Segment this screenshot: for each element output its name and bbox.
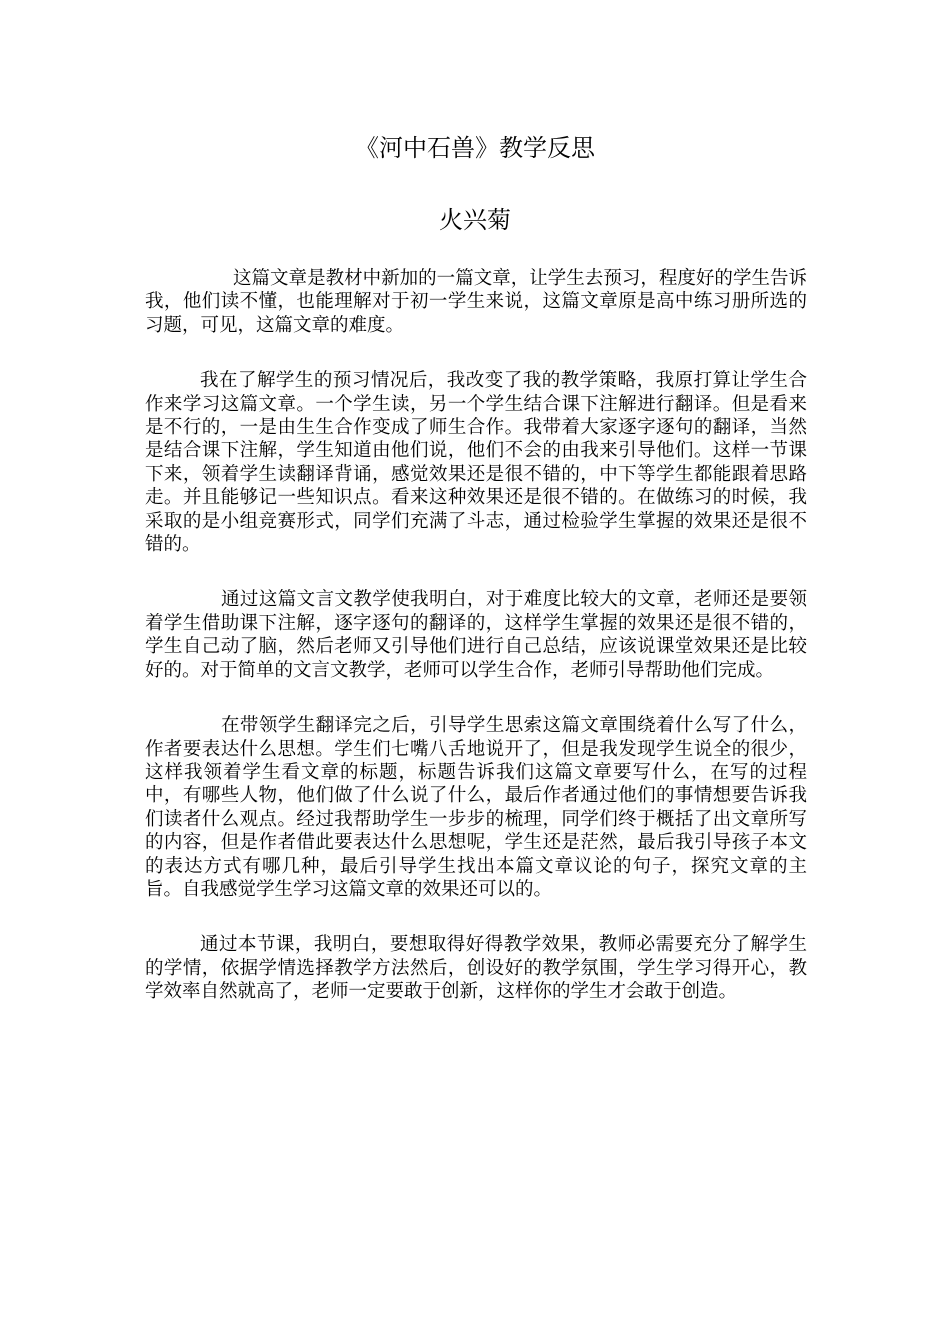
document-body — [145, 267, 807, 1036]
paragraph-4: 在带领学生翻译完之后，引导学生思索这篇文章围绕着什么写了什么，作者要表达什么思想。学生们七嘴八舌地说开了，但是我发现学生说全的很少，这样我领着学生看文章的标题，标题告诉我们这篇文章要写什么，在写的过程中，有哪些人物，他们做了什么说了什么，最后作者通过他们的事情想要告诉我们读者什么观点。经过我帮助学生一步步的梳理，同学们终于概括了出文章所写的内容，但是作者借此要表达什么思想呢，学生还是茫然，最后我引导孩子本文的表达方式有哪几种，最后引导学生找出本篇文章议论的句子，探究文章的主旨。自我感觉学生学习这篇文章的效果还可以的。 — [145, 715, 807, 900]
document-title: 《河中石兽》教学反思 — [355, 134, 595, 162]
paragraph-1: 这篇文章是教材中新加的一篇文章，让学生去预习，程度好的学生告诉我，他们读不懂，也能理解对于初一学生来说，这篇文章原是高中练习册所选的习题，可见，这篇文章的难度。 — [145, 268, 807, 336]
paragraph-3: 通过这篇文言文教学使我明白，对于难度比较大的文章，老师还是要领着学生借助课下注解，逐字逐句的翻译的，这样学生掌握的效果还是很不错的，学生自己动了脑，然后老师又引导他们进行自己总结，应该说课堂效果还是比较好的。对于简单的文言文教学，老师可以学生合作，老师引导帮助他们完成。 — [145, 589, 807, 681]
paragraph-5: 通过本节课，我明白，要想取得好得教学效果，教师必需要充分了解学生的学情，依据学情选择教学方法然后，创设好的教学氛围，学生学习得开心，教学效率自然就高了，老师一定要敢于创新，这样你的学生才会敢于创造。 — [145, 934, 807, 1003]
document-author: 火兴菊 — [439, 206, 511, 234]
paragraph-2: 我在了解学生的预习情况后，我改变了我的教学策略，我原打算让学生合作来学习这篇文章。一个学生读，另一个学生结合课下注解进行翻译。但是看来是不行的，一是由生生合作变成了师生合作。我带着大家逐字逐句的翻译，当然是结合课下注解，学生知道由他们说，他们不会的由我来引导他们。这样一节课下来，领着学生读翻译背诵，感觉效果还是很不错的，中下等学生都能跟着思路走。并且能够记一些知识点。看来这种效果还是很不错的。在做练习的时候，我采取的是小组竞赛形式，同学们充满了斗志，通过检验学生掌握的效果还是很不错的。 — [145, 370, 807, 556]
